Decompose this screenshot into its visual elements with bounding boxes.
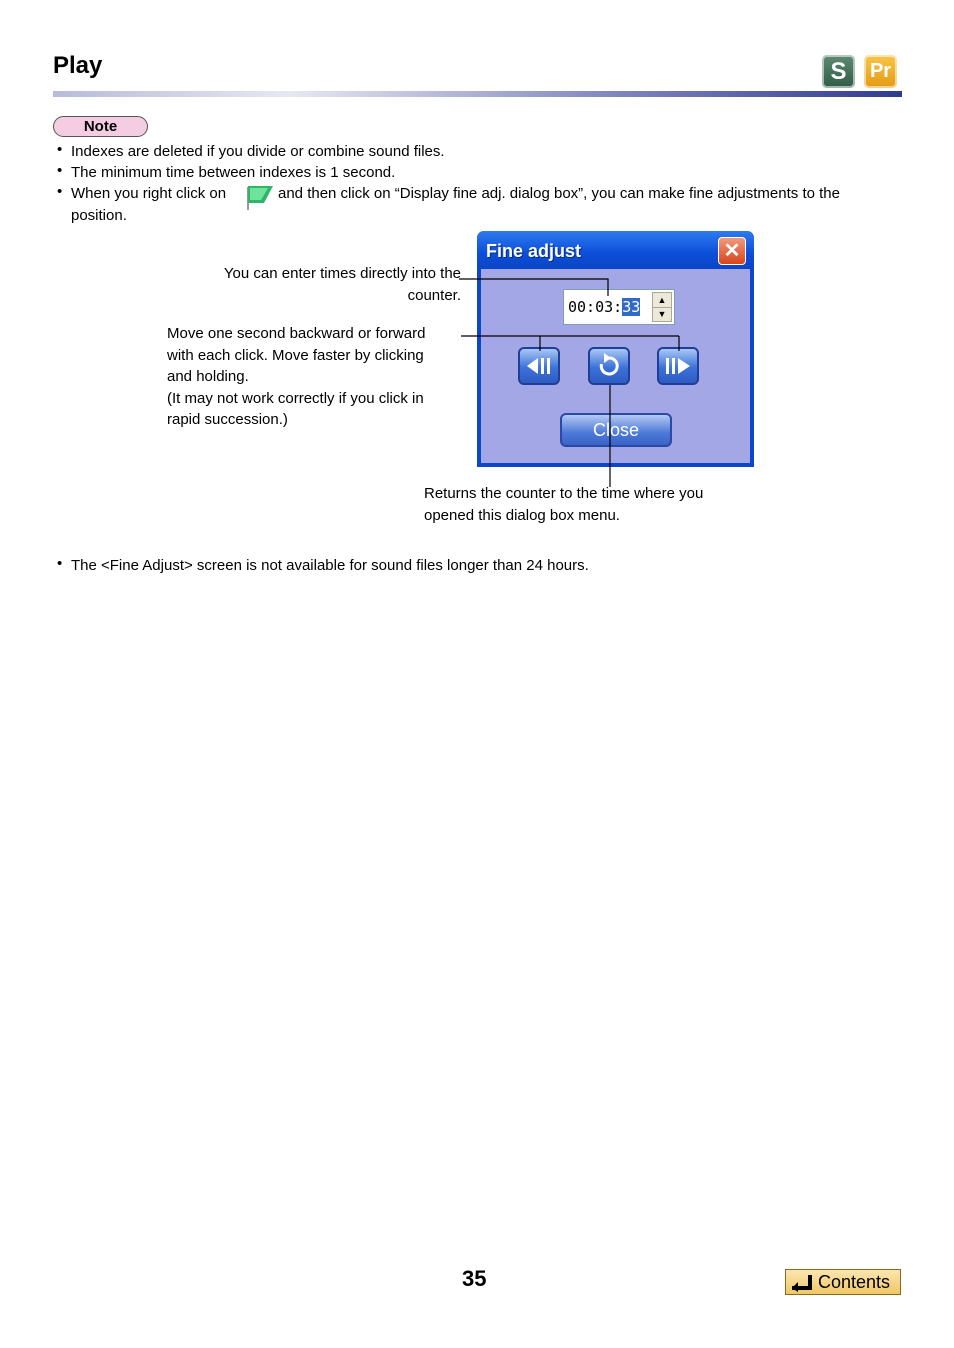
callout-text: with each click. Move faster by clicking [167, 346, 424, 364]
note-bullet-1: Indexes are deleted if you divide or combine sound files. [71, 143, 445, 160]
note-label: Note [53, 116, 148, 137]
note-bullet-2: The minimum time between indexes is 1 second. [71, 164, 396, 181]
dialog-title: Fine adjust [486, 241, 582, 261]
bullet-dot: • [57, 183, 63, 200]
callout-text: and holding. [167, 368, 249, 385]
page-title: Play [53, 52, 103, 79]
note-bullet-3-part2: and then click on “Display fine adj. dialog box”, you can make fine adjustments to the [278, 185, 840, 202]
callout-text: Move one second backward or forward [167, 325, 426, 342]
callout-text: You can enter times directly into the [223, 265, 461, 282]
bullet-dot: • [57, 162, 63, 179]
callout-text: rapid succession.) [167, 411, 288, 428]
contents-label: Contents [818, 1272, 891, 1292]
contents-button[interactable] [785, 1269, 901, 1295]
counter-leader-line [459, 279, 608, 296]
callout-text: opened this dialog box menu. [424, 506, 620, 524]
counter-selected: 33 [622, 298, 641, 316]
callout-text: counter. [407, 286, 461, 304]
spin-down-icon[interactable]: ▼ [657, 309, 667, 319]
close-button[interactable]: Close [560, 413, 672, 447]
s-badge-icon: S [822, 55, 855, 88]
last-bullet: The <Fine Adjust> screen is not available for sound files longer than 24 hours. [71, 557, 589, 574]
note-bullet-3-part1: When you right click on [71, 185, 227, 202]
pr-badge-icon: Pr [864, 55, 897, 88]
counter-prefix: 00:03: [568, 298, 623, 316]
callout-step [167, 323, 459, 431]
bullet-dot: • [57, 141, 63, 158]
close-icon[interactable]: ✕ [718, 237, 746, 265]
callout-text: Returns the counter to the time where you [424, 485, 704, 502]
return-arrow-icon [790, 1273, 814, 1292]
page-number: 35 [462, 1266, 487, 1291]
callout-text: (It may not work correctly if you click in [167, 389, 424, 407]
spin-up-icon[interactable]: ▲ [653, 293, 671, 308]
bullet-dot: • [57, 555, 63, 572]
callout-counter [160, 263, 461, 306]
note-bullet-3-line2: position. [71, 207, 127, 224]
callout-reset [424, 483, 754, 526]
